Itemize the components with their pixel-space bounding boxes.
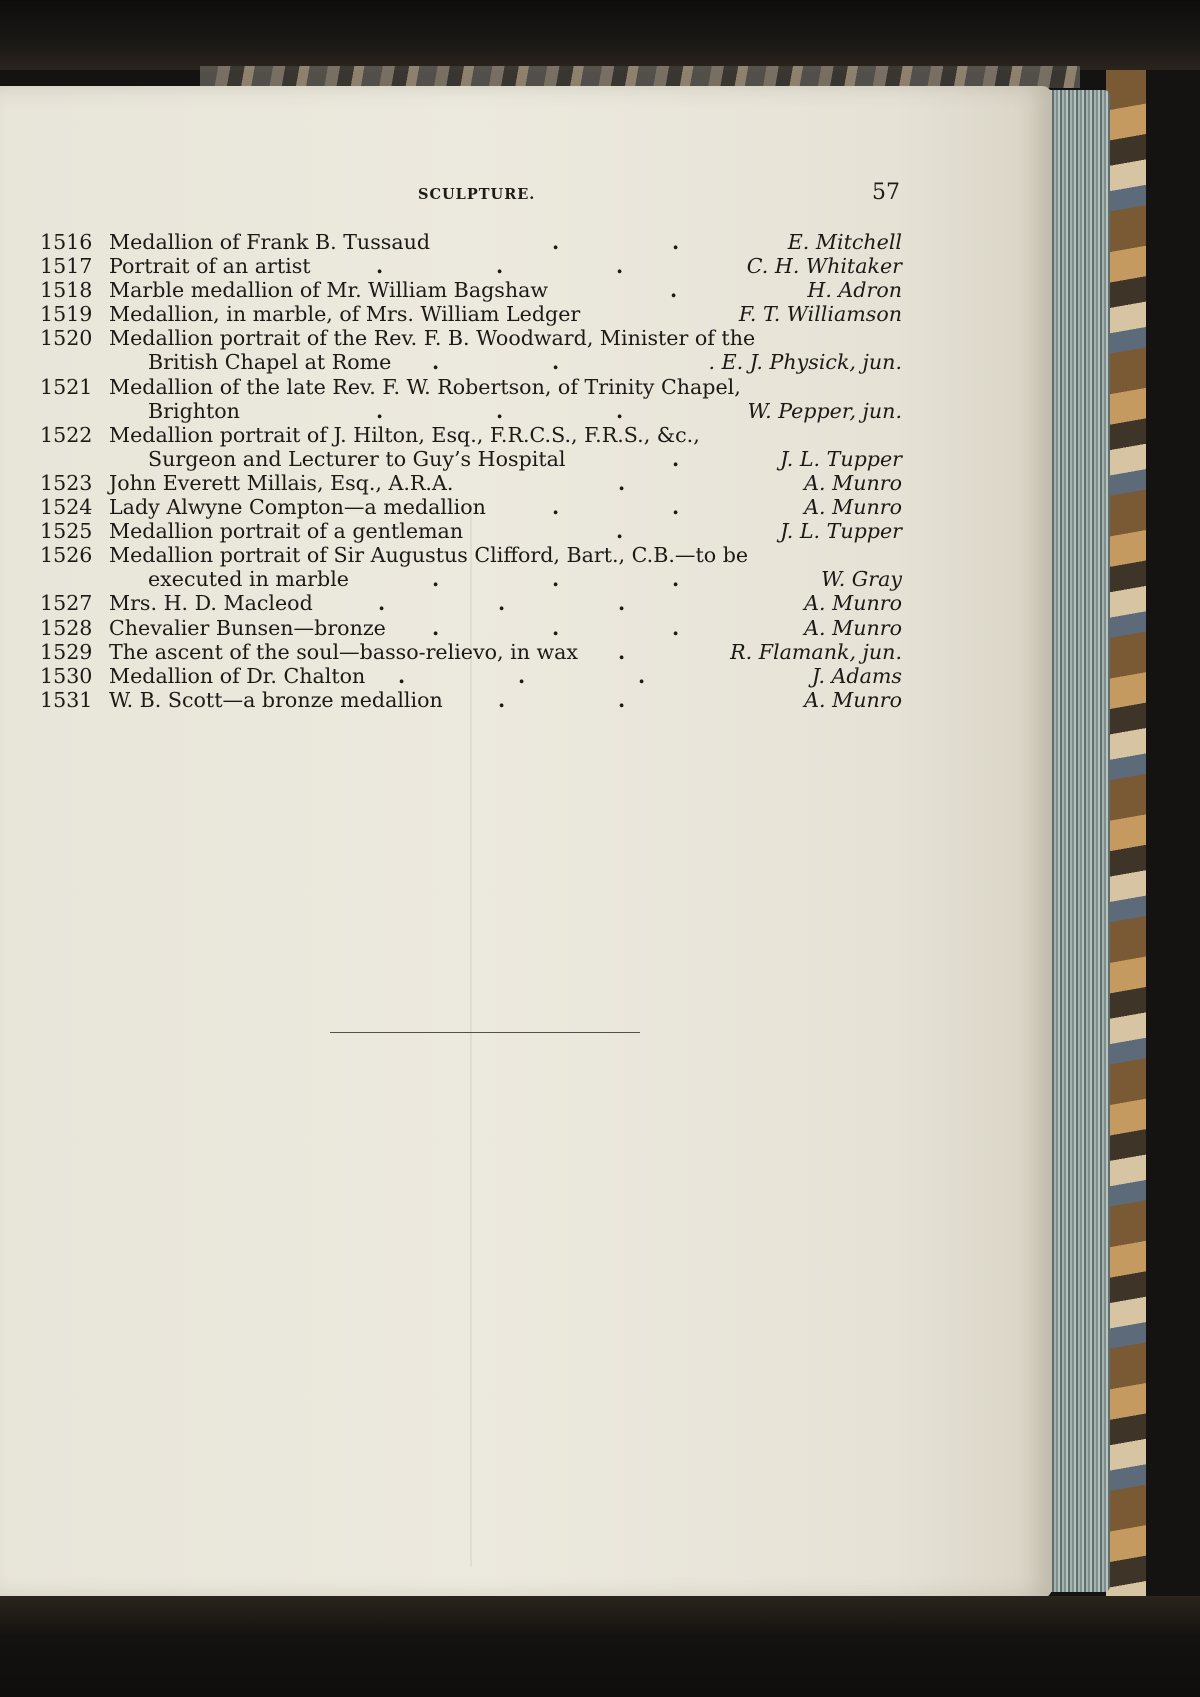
entry-artist: J. L. Tupper <box>780 519 902 544</box>
entry-title: Portrait of an artist <box>109 254 311 279</box>
entry-title: Chevalier Bunsen—bronze <box>109 615 386 640</box>
entry-title: Medallion portrait of J. Hilton, Esq., F.R.C.S., F.R.S., &c., <box>109 422 700 447</box>
entry-artist: A. Munro <box>804 495 902 520</box>
entry-number: 1519 <box>40 302 93 327</box>
entry-title: Medallion of Frank B. Tussaud <box>109 230 431 254</box>
entry-number: 1529 <box>40 639 93 664</box>
list-item-continuation: executed in marble . . . W. Gray <box>148 567 902 592</box>
entry-artist: A. Munro <box>804 615 902 640</box>
entry-artist: W. Pepper, jun. <box>747 398 902 423</box>
entry-number: 1531 <box>40 687 93 712</box>
entry-title: Marble medallion of Mr. William Bagshaw <box>109 278 549 303</box>
list-item <box>40 543 902 567</box>
entry-number: 1525 <box>40 519 93 544</box>
list-item: 1518 Marble medallion of Mr. William Bagshaw . H. Adron <box>40 278 902 303</box>
entry-title: W. B. Scott—a bronze medallion <box>109 687 443 712</box>
entry-title-cont: Brighton <box>148 398 240 423</box>
entry-number: 1526 <box>40 543 93 568</box>
list-item <box>40 375 902 399</box>
list-item: 1531 W. B. Scott—a bronze medallion . . A. Munro <box>40 687 902 712</box>
book-top-edge <box>0 0 1200 70</box>
list-item: 1524 Lady Alwyne Compton—a medallion . . A. Munro <box>40 495 902 520</box>
list-item <box>40 302 902 326</box>
list-item <box>40 423 902 447</box>
list-item: 1530 Medallion of Dr. Chalton . . . J. Adams <box>40 663 902 688</box>
entry-artist: J. L. Tupper <box>780 446 902 471</box>
list-item: 1523 John Everett Millais, Esq., A.R.A. . A. Munro <box>40 470 902 495</box>
marbled-endpaper-top <box>200 66 1080 88</box>
entry-number: 1524 <box>40 495 93 520</box>
list-item-continuation: Surgeon and Lecturer to Guy’s Hospital . J. L. Tupper <box>148 446 902 471</box>
list-item: 1527 Mrs. H. D. Macleod . . . A. Munro <box>40 591 902 616</box>
entry-title: Medallion of Dr. Chalton <box>109 663 366 688</box>
entry-artist: H. Adron <box>807 278 902 303</box>
entry-artist: A. Munro <box>804 687 902 712</box>
book-bottom-edge <box>0 1596 1200 1697</box>
running-head: SCULPTURE. <box>418 186 536 203</box>
entry-title-cont: British Chapel at Rome <box>148 350 392 375</box>
entry-artist: C. H. Whitaker <box>746 254 902 279</box>
entry-number: 1516 <box>40 230 93 254</box>
list-item <box>40 326 902 350</box>
entry-number: 1528 <box>40 615 93 640</box>
entry-title: The ascent of the soul—basso-relievo, in wax <box>109 639 579 664</box>
entry-artist: J. Adams <box>811 663 902 688</box>
entry-artist: F. T. Williamson <box>738 302 902 327</box>
entry-number: 1522 <box>40 422 93 447</box>
list-item-continuation: Brighton . . . W. Pepper, jun. <box>148 398 902 423</box>
entry-artist: . E. J. Physick, jun. <box>708 350 902 375</box>
entry-number: 1523 <box>40 470 93 495</box>
list-item: 1528 Chevalier Bunsen—bronze . . . A. Munro <box>40 615 902 640</box>
list-item: 1529 The ascent of the soul—basso-relievo, in wax . R. Flamank, jun. <box>40 639 902 664</box>
entry-title: Medallion portrait of the Rev. F. B. Woodward, Minister of the <box>109 326 756 351</box>
entry-title: Medallion of the late Rev. F. W. Robertson, of Trinity Chapel, <box>109 374 741 399</box>
list-item-continuation: British Chapel at Rome . . . E. J. Physick, jun. <box>148 350 902 375</box>
entry-title: Mrs. H. D. Macleod <box>109 591 313 616</box>
exhibit-list <box>40 230 902 712</box>
entry-number: 1527 <box>40 591 93 616</box>
page-header <box>0 180 1052 216</box>
page-edges <box>1048 90 1110 1592</box>
list-item: 1525 Medallion portrait of a gentleman . J. L. Tupper <box>40 519 902 544</box>
marbled-cover-board <box>1106 70 1146 1598</box>
entry-title-cont: executed in marble <box>148 567 349 592</box>
entry-title: Lady Alwyne Compton—a medallion <box>109 495 486 520</box>
entry-artist: W. Gray <box>821 567 902 592</box>
list-item: 1516 Medallion of Frank B. Tussaud . . E. Mitchell <box>40 230 902 254</box>
entry-artist: E. Mitchell <box>787 230 902 254</box>
entry-artist: R. Flamank, jun. <box>730 639 902 664</box>
entry-number: 1530 <box>40 663 93 688</box>
entry-artist: A. Munro <box>804 591 902 616</box>
entry-title: Medallion portrait of Sir Augustus Clifford, Bart., C.B.—to be <box>109 543 749 568</box>
entry-title: Medallion, in marble, of Mrs. William Ledger <box>109 302 581 327</box>
entry-number: 1518 <box>40 278 93 303</box>
entry-title: John Everett Millais, Esq., A.R.A. <box>109 470 454 495</box>
section-divider <box>330 1032 640 1033</box>
entry-title: Medallion portrait of a gentleman <box>109 519 464 544</box>
entry-number: 1517 <box>40 254 93 279</box>
entry-number: 1520 <box>40 326 93 351</box>
entry-title-cont: Surgeon and Lecturer to Guy’s Hospital <box>148 446 566 471</box>
entry-artist: A. Munro <box>804 470 902 495</box>
entry-number: 1521 <box>40 374 93 399</box>
list-item: 1517 Portrait of an artist . . . C. H. Whitaker <box>40 254 902 279</box>
page-number: 57 <box>872 180 900 205</box>
